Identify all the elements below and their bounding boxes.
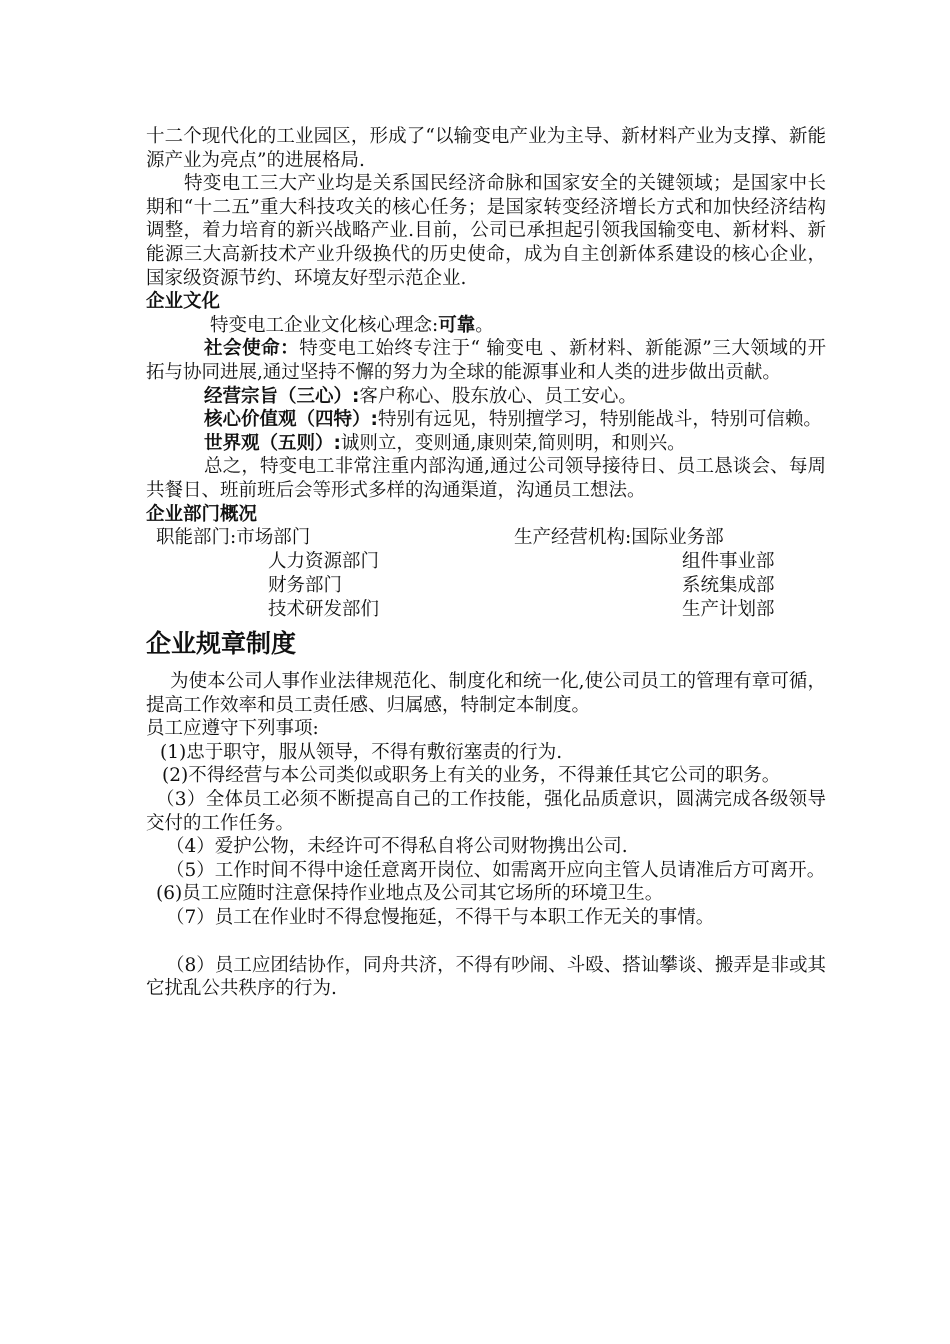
culture-heading: 企业文化: [146, 291, 221, 313]
func-label: 职能部门:: [156, 527, 237, 549]
culture-purpose: [146, 385, 826, 409]
list-item: 组件事业部: [682, 551, 775, 573]
rule-item-3: （3）全体员工必须不断提高自己的工作技能，强化品质意识，圆满完成各级领导交付的工作任务。: [146, 789, 826, 834]
culture-values-label: 核心价值观（四特）:: [204, 409, 378, 431]
rule-item-2: (2)不得经营与本公司类似或职务上有关的业务，不得兼任其它公司的职务。: [162, 765, 781, 787]
rules-lead: 员工应遵守下列事项:: [146, 718, 319, 740]
culture-core: [146, 314, 826, 338]
list-item: 职能部门:市场部门: [156, 527, 311, 549]
rule-item-5: （5）工作时间不得中途任意离开岗位、如需离开应向主管人员请准后方可离开。: [166, 859, 826, 881]
list-item: 系统集成部: [682, 575, 775, 597]
culture-mission-text: 特变电工始终专注于“ 输变电 、新材料、新能源”三大领域的开拓与协同进展,通过坚持不懈的努力为全球的能源事业和人类的进步做出贡献。: [146, 338, 826, 383]
culture-core-value: 可靠: [438, 314, 476, 336]
culture-mission-label: 社会使命：: [204, 338, 300, 360]
culture-mission: [146, 337, 826, 384]
intro-paragraph-1: 十二个现代化的工业园区，形成了“以输变电产业为主导、新材料产业为支撑、新能源产业为亮点”的进展格局.: [146, 126, 826, 171]
prod-label: 生产经营机构:: [514, 527, 632, 549]
rule-item-8: （8）员工应团结协作，同舟共济，不得有吵闹、斗殴、搭讪攀谈、搬弄是非或其它扰乱公共秩序的行为.: [146, 954, 826, 1000]
culture-purpose-text: 客户称心、股东放心、员工安心。: [359, 385, 637, 407]
document-page: [146, 125, 826, 1001]
list-item: 人力资源部门: [268, 551, 380, 573]
culture-core-label: 特变电工企业文化核心理念:: [210, 314, 439, 336]
list-item: 生产经营机构:国际业务部: [514, 527, 724, 549]
rule-item-7: （7）员工在作业时不得怠慢拖延，不得干与本职工作无关的事情。: [166, 907, 715, 929]
culture-core-tail: 。: [475, 314, 494, 336]
rules-heading: 企业规章制度: [146, 629, 297, 659]
list-item: 生产计划部: [682, 599, 775, 621]
intro-paragraph-2: 特变电工三大产业均是关系国民经济命脉和国家安全的关键领域；是国家中长期和“十二五”重大科技攻关的核心任务；是国家转变经济增长方式和加快经济结构调整，着力培育的新兴战略产业.目前，公司已承担起引领我国输变电、新材料、新能源三大高新技术产业升级换代的历史使命，成为自主创新体系建设的核心企业，国家级资源节约、环境友好型示范企业.: [146, 173, 826, 289]
culture-values: [146, 408, 826, 432]
production-units: [514, 526, 775, 622]
culture-values-text: 特别有远见，特别擅学习，特别能战斗，特别可信赖。: [377, 409, 822, 431]
culture-purpose-label: 经营宗旨（三心）:: [204, 385, 360, 407]
departments-table: [146, 526, 826, 622]
culture-world-text: 诚则立，变则通,康则荣,简则明，和则兴。: [340, 432, 686, 454]
culture-summary: 总之，特变电工非常注重内部沟通,通过公司领导接待日、员工恳谈会、每周共餐日、班前班后会等形式多样的沟通渠道，沟通员工想法。: [146, 456, 826, 501]
rule-item-1: (1)忠于职守，服从领导，不得有敷衍塞责的行为.: [160, 741, 563, 763]
spacer: [146, 930, 826, 954]
departments-heading: 企业部门概况: [146, 503, 258, 525]
list-item: 技术研发部们: [268, 599, 380, 621]
rule-item-4: （4）爱护公物，未经许可不得私自将公司财物携出公司.: [166, 836, 628, 858]
functional-departments: [156, 526, 379, 622]
culture-world: [146, 432, 826, 456]
rule-item-6: (6)员工应随时注意保持作业地点及公司其它场所的环境卫生。: [156, 883, 664, 905]
culture-world-label: 世界观（五则）:: [204, 432, 341, 454]
rules-intro: 为使本公司人事作业法律规范化、制度化和统一化,使公司员工的管理有章可循，提高工作效率和员工责任感、归属感，特制定本制度。: [146, 671, 826, 716]
list-item: 财务部门: [268, 575, 343, 597]
